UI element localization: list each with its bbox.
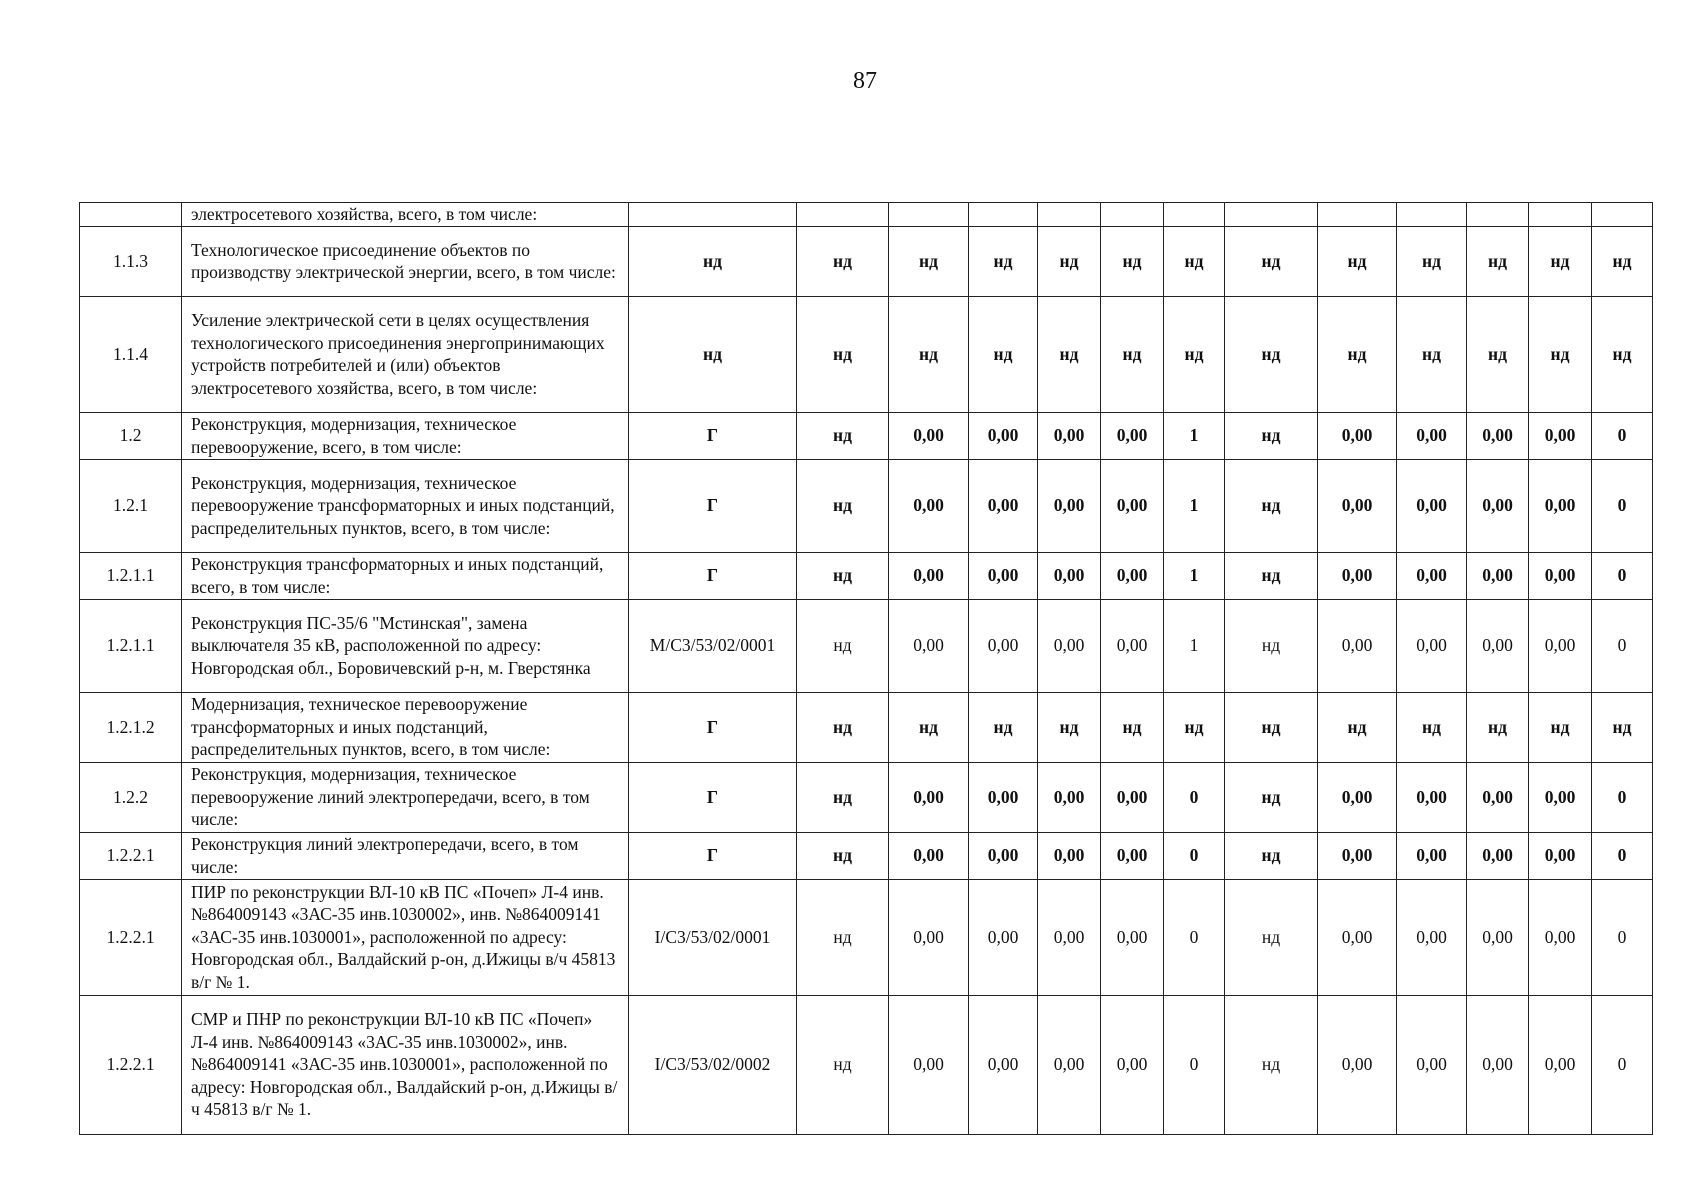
- row-number: 1.1.4: [80, 296, 182, 412]
- row-number: [80, 203, 182, 227]
- cell-value: 1: [1164, 459, 1225, 552]
- cell-value: 0: [1164, 879, 1225, 995]
- cell-value: 0,00: [889, 762, 969, 832]
- cell-value: 0,00: [889, 412, 969, 459]
- row-code: Г: [629, 762, 797, 832]
- cell-value: 0: [1164, 832, 1225, 879]
- cell-value: нд: [797, 762, 889, 832]
- cell-value: нд: [1397, 692, 1467, 762]
- row-number: 1.2.2.1: [80, 995, 182, 1134]
- cell-value: 0,00: [889, 599, 969, 692]
- cell-value: 1: [1164, 599, 1225, 692]
- row-name: Модернизация, техническое перевооружение трансформаторных и иных подстанций, распределительных пунктов, всего, в том числе:: [182, 692, 629, 762]
- cell-value: 0,00: [969, 459, 1038, 552]
- cell-value: [969, 203, 1038, 227]
- cell-value: 0,00: [1397, 832, 1467, 879]
- row-name: Усиление электрической сети в целях осуществления технологического присоединения энергопринимающих устройств потребителей и (или) объектов электросетевого хозяйства, всего, в том числе:: [182, 296, 629, 412]
- cell-value: нд: [1101, 226, 1164, 296]
- cell-value: 0,00: [1529, 412, 1592, 459]
- cell-value: 0: [1592, 599, 1653, 692]
- row-name: ПИР по реконструкции ВЛ-10 кВ ПС «Почеп» Л-4 инв. №864009143 «3АС-35 инв.1030002», инв. №864009141 «3АС-35 инв.1030001», расположенной по адресу: Новгородская обл., Валдайский р-он, д.Ижицы в/ч 45813 в/г № 1.: [182, 879, 629, 995]
- cell-value: 0,00: [1101, 412, 1164, 459]
- cell-value: нд: [1225, 599, 1318, 692]
- cell-value: нд: [969, 296, 1038, 412]
- row-code: I/C3/53/02/0001: [629, 879, 797, 995]
- cell-value: 0,00: [969, 879, 1038, 995]
- row-name: СМР и ПНР по реконструкции ВЛ-10 кВ ПС «Почеп» Л-4 инв. №864009143 «3АС-35 инв.1030002», инв. №864009141 «3АС-35 инв.1030001», расположенной по адресу: Новгородская обл., Валдайский р-он, д.Ижицы в/ч 45813 в/г № 1.: [182, 995, 629, 1134]
- row-number: 1.2.1.2: [80, 692, 182, 762]
- cell-value: 0,00: [889, 832, 969, 879]
- cell-value: 0,00: [1467, 599, 1529, 692]
- cell-value: нд: [889, 296, 969, 412]
- cell-value: 0,00: [1038, 762, 1101, 832]
- cell-value: 0,00: [1318, 879, 1397, 995]
- cell-value: 0,00: [1529, 459, 1592, 552]
- row-name: Реконструкция трансформаторных и иных подстанций, всего, в том числе:: [182, 552, 629, 599]
- cell-value: 0: [1592, 552, 1653, 599]
- row-name: Реконструкция, модернизация, техническое перевооружение линий электропередачи, всего, в том числе:: [182, 762, 629, 832]
- cell-value: нд: [1397, 296, 1467, 412]
- cell-value: нд: [1225, 459, 1318, 552]
- cell-value: [1467, 203, 1529, 227]
- table-row: [80, 459, 1653, 552]
- cell-value: нд: [1225, 762, 1318, 832]
- cell-value: нд: [1529, 226, 1592, 296]
- row-code: Г: [629, 412, 797, 459]
- cell-value: [797, 203, 889, 227]
- cell-value: 0: [1592, 459, 1653, 552]
- cell-value: [1164, 203, 1225, 227]
- cell-value: [1592, 203, 1653, 227]
- cell-value: 0: [1592, 832, 1653, 879]
- cell-value: нд: [797, 832, 889, 879]
- cell-value: нд: [1592, 226, 1653, 296]
- cell-value: 0,00: [1038, 879, 1101, 995]
- cell-value: 0,00: [1038, 459, 1101, 552]
- page-number: 87: [853, 68, 877, 94]
- table-row: [80, 599, 1653, 692]
- cell-value: 0,00: [1038, 599, 1101, 692]
- cell-value: 0,00: [1529, 599, 1592, 692]
- row-code: M/C3/53/02/0001: [629, 599, 797, 692]
- cell-value: [1101, 203, 1164, 227]
- cell-value: 0,00: [969, 995, 1038, 1134]
- row-code: [629, 203, 797, 227]
- cell-value: 0,00: [1038, 552, 1101, 599]
- row-number: 1.2.1.1: [80, 552, 182, 599]
- cell-value: нд: [797, 552, 889, 599]
- cell-value: нд: [1225, 879, 1318, 995]
- cell-value: 0,00: [1318, 552, 1397, 599]
- row-name: Реконструкция ПС-35/6 "Мстинская", замена выключателя 35 кВ, расположенной по адресу: Новгородская обл., Боровичевский р-н, м. Гверстянка: [182, 599, 629, 692]
- cell-value: 0,00: [1467, 762, 1529, 832]
- cell-value: нд: [1529, 692, 1592, 762]
- cell-value: 0,00: [1529, 762, 1592, 832]
- table-row: [80, 552, 1653, 599]
- row-number: 1.2.1: [80, 459, 182, 552]
- cell-value: нд: [1225, 552, 1318, 599]
- cell-value: 0,00: [1397, 459, 1467, 552]
- cell-value: 0,00: [969, 762, 1038, 832]
- cell-value: 0,00: [1529, 832, 1592, 879]
- cell-value: нд: [1397, 226, 1467, 296]
- cell-value: 0,00: [1038, 995, 1101, 1134]
- cell-value: нд: [1467, 692, 1529, 762]
- cell-value: нд: [969, 226, 1038, 296]
- row-number: 1.2.2.1: [80, 879, 182, 995]
- row-code: Г: [629, 552, 797, 599]
- cell-value: 0,00: [1038, 832, 1101, 879]
- cell-value: 0,00: [969, 552, 1038, 599]
- row-code: Г: [629, 692, 797, 762]
- cell-value: нд: [889, 692, 969, 762]
- row-name: Технологическое присоединение объектов по производству электрической энергии, всего, в том числе:: [182, 226, 629, 296]
- cell-value: нд: [1225, 226, 1318, 296]
- cell-value: 0,00: [1397, 552, 1467, 599]
- cell-value: 0,00: [1467, 412, 1529, 459]
- cell-value: нд: [1225, 832, 1318, 879]
- row-name: Реконструкция линий электропередачи, всего, в том числе:: [182, 832, 629, 879]
- row-number: 1.1.3: [80, 226, 182, 296]
- row-number: 1.2.1.1: [80, 599, 182, 692]
- cell-value: 0,00: [1101, 762, 1164, 832]
- cell-value: 0,00: [889, 552, 969, 599]
- cell-value: 0,00: [1397, 879, 1467, 995]
- cell-value: 0,00: [1467, 832, 1529, 879]
- table-row: [80, 203, 1653, 227]
- cell-value: нд: [1101, 692, 1164, 762]
- cell-value: 0,00: [1529, 995, 1592, 1134]
- row-code: Г: [629, 832, 797, 879]
- cell-value: 0,00: [1038, 412, 1101, 459]
- cell-value: нд: [1592, 296, 1653, 412]
- cell-value: 0: [1164, 995, 1225, 1134]
- cell-value: 0,00: [1467, 552, 1529, 599]
- row-number: 1.2.2.1: [80, 832, 182, 879]
- cell-value: 0,00: [1101, 832, 1164, 879]
- cell-value: нд: [969, 692, 1038, 762]
- cell-value: 0,00: [1101, 599, 1164, 692]
- cell-value: нд: [1592, 692, 1653, 762]
- cell-value: 0,00: [1467, 995, 1529, 1134]
- row-code: нд: [629, 226, 797, 296]
- cell-value: нд: [1467, 296, 1529, 412]
- cell-value: нд: [797, 226, 889, 296]
- table-body: [80, 203, 1653, 1135]
- row-code: I/C3/53/02/0002: [629, 995, 797, 1134]
- cell-value: нд: [797, 599, 889, 692]
- cell-value: [1397, 203, 1467, 227]
- cell-value: 1: [1164, 412, 1225, 459]
- cell-value: нд: [1225, 692, 1318, 762]
- cell-value: 0,00: [1397, 995, 1467, 1134]
- cell-value: нд: [1318, 226, 1397, 296]
- cell-value: 0,00: [1318, 412, 1397, 459]
- row-number: 1.2.2: [80, 762, 182, 832]
- cell-value: 0,00: [1318, 599, 1397, 692]
- cell-value: нд: [797, 692, 889, 762]
- cell-value: 0,00: [969, 412, 1038, 459]
- cell-value: 0,00: [1318, 459, 1397, 552]
- cell-value: 0,00: [1397, 599, 1467, 692]
- cell-value: 0,00: [1101, 995, 1164, 1134]
- cell-value: нд: [1318, 692, 1397, 762]
- table-row: [80, 412, 1653, 459]
- cell-value: нд: [1101, 296, 1164, 412]
- table-row: [80, 879, 1653, 995]
- cell-value: нд: [1529, 296, 1592, 412]
- cell-value: 0: [1592, 879, 1653, 995]
- cell-value: 0: [1592, 995, 1653, 1134]
- cell-value: нд: [1225, 412, 1318, 459]
- table-row: [80, 692, 1653, 762]
- cell-value: [1318, 203, 1397, 227]
- row-name: Реконструкция, модернизация, техническое перевооружение, всего, в том числе:: [182, 412, 629, 459]
- cell-value: нд: [1038, 692, 1101, 762]
- cell-value: 1: [1164, 552, 1225, 599]
- table-row: [80, 226, 1653, 296]
- cell-value: 0,00: [969, 832, 1038, 879]
- cell-value: 0,00: [1467, 459, 1529, 552]
- cell-value: 0,00: [1318, 832, 1397, 879]
- table-row: [80, 762, 1653, 832]
- cell-value: 0: [1592, 762, 1653, 832]
- row-number: 1.2: [80, 412, 182, 459]
- cell-value: нд: [797, 879, 889, 995]
- cell-value: нд: [797, 412, 889, 459]
- cell-value: [889, 203, 969, 227]
- row-name: Реконструкция, модернизация, техническое перевооружение трансформаторных и иных подстанций, распределительных пунктов, всего, в том числе:: [182, 459, 629, 552]
- table-row: [80, 296, 1653, 412]
- cell-value: нд: [1164, 226, 1225, 296]
- cell-value: 0,00: [1397, 762, 1467, 832]
- cell-value: [1038, 203, 1101, 227]
- cell-value: 0,00: [889, 879, 969, 995]
- cell-value: нд: [1164, 692, 1225, 762]
- cell-value: [1225, 203, 1318, 227]
- cell-value: 0,00: [1529, 552, 1592, 599]
- cell-value: 0,00: [1101, 879, 1164, 995]
- table-row: [80, 832, 1653, 879]
- cell-value: нд: [797, 296, 889, 412]
- cell-value: 0: [1592, 412, 1653, 459]
- cell-value: 0,00: [1529, 879, 1592, 995]
- row-code: Г: [629, 459, 797, 552]
- cell-value: 0,00: [889, 995, 969, 1134]
- table-row: [80, 995, 1653, 1134]
- cell-value: нд: [797, 459, 889, 552]
- cell-value: нд: [1225, 296, 1318, 412]
- row-name: электросетевого хозяйства, всего, в том числе:: [182, 203, 629, 227]
- cell-value: нд: [1318, 296, 1397, 412]
- cell-value: 0,00: [889, 459, 969, 552]
- cell-value: нд: [889, 226, 969, 296]
- row-code: нд: [629, 296, 797, 412]
- cell-value: 0,00: [1318, 762, 1397, 832]
- cell-value: нд: [797, 995, 889, 1134]
- cell-value: нд: [1225, 995, 1318, 1134]
- cell-value: нд: [1164, 296, 1225, 412]
- cell-value: 0,00: [1318, 995, 1397, 1134]
- cell-value: 0,00: [1397, 412, 1467, 459]
- cell-value: 0,00: [1467, 879, 1529, 995]
- cell-value: 0: [1164, 762, 1225, 832]
- cell-value: нд: [1467, 226, 1529, 296]
- cell-value: 0,00: [1101, 459, 1164, 552]
- cell-value: [1529, 203, 1592, 227]
- cell-value: 0,00: [1101, 552, 1164, 599]
- cell-value: нд: [1038, 226, 1101, 296]
- cell-value: нд: [1038, 296, 1101, 412]
- cell-value: 0,00: [969, 599, 1038, 692]
- investment-program-table: [79, 202, 1653, 1135]
